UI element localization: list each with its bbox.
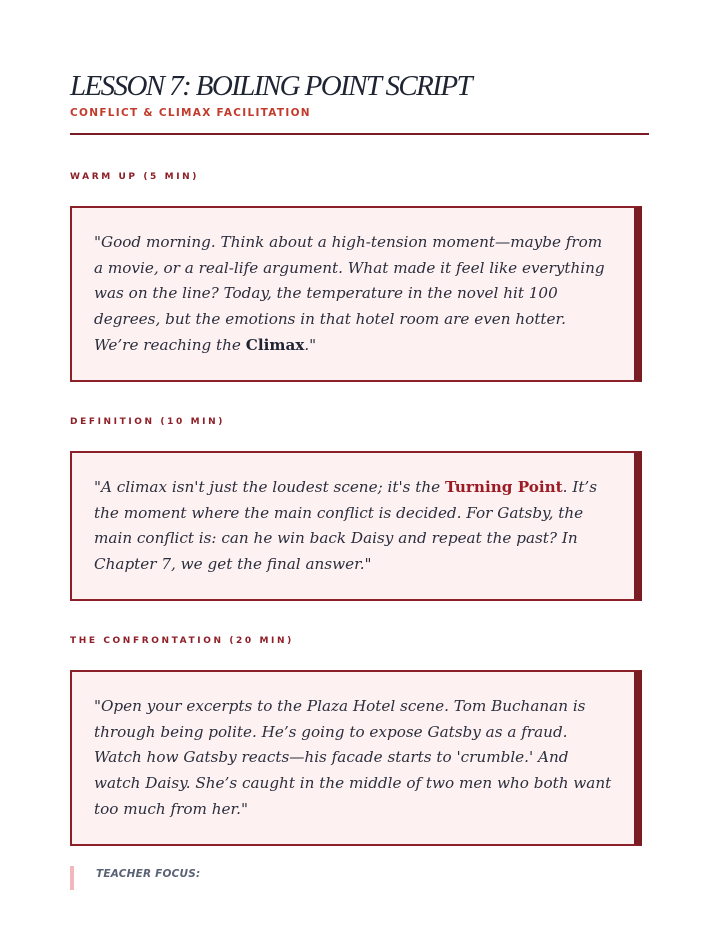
page-title: LESSON 7: BOILING POINT SCRIPT [70, 70, 471, 102]
quote-box-confrontation [70, 670, 642, 846]
header-divider [70, 133, 649, 135]
teacher-focus-callout [70, 866, 200, 890]
teacher-focus-label: TEACHER FOCUS: [96, 868, 201, 880]
quote-box-definition [70, 451, 642, 601]
section-label-definition: DEFINITION (10 MIN) [70, 417, 225, 427]
quote-text-end: . It’s the moment where the main conflict is decided. For Gatsby, the main conflict is: can he win back Daisy and repeat the past? In Chapter 7, we get the final answer." [94, 478, 598, 574]
quote-box-warm-up [70, 206, 642, 382]
section-label-warm-up: WARM UP (5 MIN) [70, 172, 200, 182]
section-label-confrontation: THE CONFRONTATION (20 MIN) [70, 636, 294, 646]
quote-text-end: ." [304, 335, 317, 354]
quote-text: "A climax isn't just the loudest scene; it's the [94, 478, 445, 496]
page-subtitle: CONFLICT & CLIMAX FACILITATION [70, 107, 311, 119]
quote-emphasis-turning-point: Turning Point [444, 478, 563, 496]
quote-text: "Open your excerpts to the Plaza Hotel scene. Tom Buchanan is through being polite. He’s going to expose Gatsby as a fraud. Watch how Gatsby reacts—his facade starts to 'crumble.' And watch Daisy. She’s caught in the middle of two men who both want too much from her." [94, 697, 612, 818]
quote-text: "Good morning. Think about a high-tension moment—maybe from a movie, or a real-life argument. What made it feel like everything was on the line? Today, the temperature in the novel hit 100 degrees, but the emotions in that hotel room are even hotter. We’re reaching the [94, 233, 605, 354]
quote-emphasis-climax: Climax [245, 335, 305, 354]
